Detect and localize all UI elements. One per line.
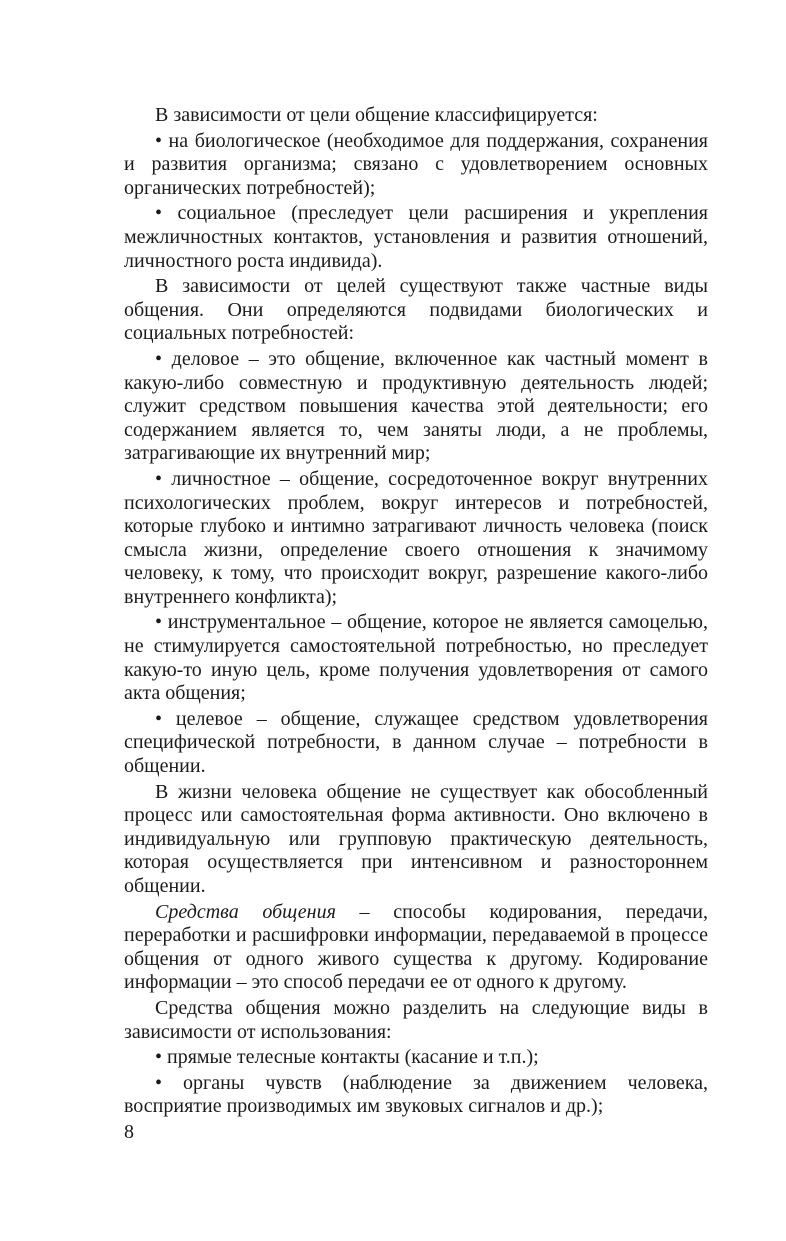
- list-item-biological: • на биологическое (необходимое для поддержания, сохранения и развития организма; связано с удовлетворением основных органических потребностей);: [124, 129, 708, 199]
- paragraph-private-types: В зависимости от целей существуют также частные виды общения. Они определяются подвидами биологических и социальных потребностей:: [124, 275, 708, 345]
- term-means-of-communication: Средства общения: [155, 900, 336, 923]
- paragraph-means-definition: [124, 901, 708, 995]
- list-item-instrumental: • инструментальное – общение, которое не является самоцелью, не стимулируется самостоятельной потребностью, но преследует какую-то иную цель, кроме получения удовлетворения от самого акта общения;: [124, 611, 708, 705]
- paragraph-intro: В зависимости от цели общение классифицируется:: [155, 104, 598, 126]
- list-item-senses: • органы чувств (наблюдение за движением человека, восприятие производимых им звуковых сигналов и др.);: [124, 1071, 708, 1118]
- list-item-social: • социальное (преследует цели расширения и укрепления межличностных контактов, установления и развития отношений, личностного роста индивида).: [124, 202, 708, 272]
- definition-text: – способы кодирования, передачи, переработки и расшифровки информации, передаваемой в процессе общения от одного живого существа к другому. Кодирование информации – это способ передачи ее от одного к другому.: [124, 900, 708, 994]
- list-item-target: • целевое – общение, служащее средством удовлетворения специфической потребности, в данном случае – потребности в общении.: [124, 707, 708, 778]
- paragraph-life: В жизни человека общение не существует как обособленный процесс или самостоятельная форма активности. Оно включено в индивидуальную или групповую практическую деятельность, которая осуществляется при интенсивном и разностороннем общении.: [124, 780, 708, 897]
- page-number: 8: [124, 1121, 134, 1143]
- paragraph-means-types: Средства общения можно разделить на следующие виды в зависимости от использования:: [124, 996, 708, 1043]
- list-item-body-contacts: • прямые телесные контакты (касание и т.п.);: [155, 1046, 539, 1069]
- list-item-personal: • личностное – общение, сосредоточенное вокруг внутренних психологических проблем, вокруг интересов и потребностей, которые глубоко и интимно затрагивают личность человека (поиск смысла жизни, определение своего отношения к значимому человеку, к тому, что происходит вокруг, разрешение какого-либо внутреннего конфликта);: [124, 467, 708, 608]
- list-item-business: • деловое – это общение, включенное как частный момент в какую-либо совместную и продуктивную деятельность людей; служит средством повышения качества этой деятельности; его содержанием является то, чем заняты люди, а не проблемы, затрагивающие их внутренний мир;: [124, 347, 708, 465]
- main-text: [124, 104, 708, 1121]
